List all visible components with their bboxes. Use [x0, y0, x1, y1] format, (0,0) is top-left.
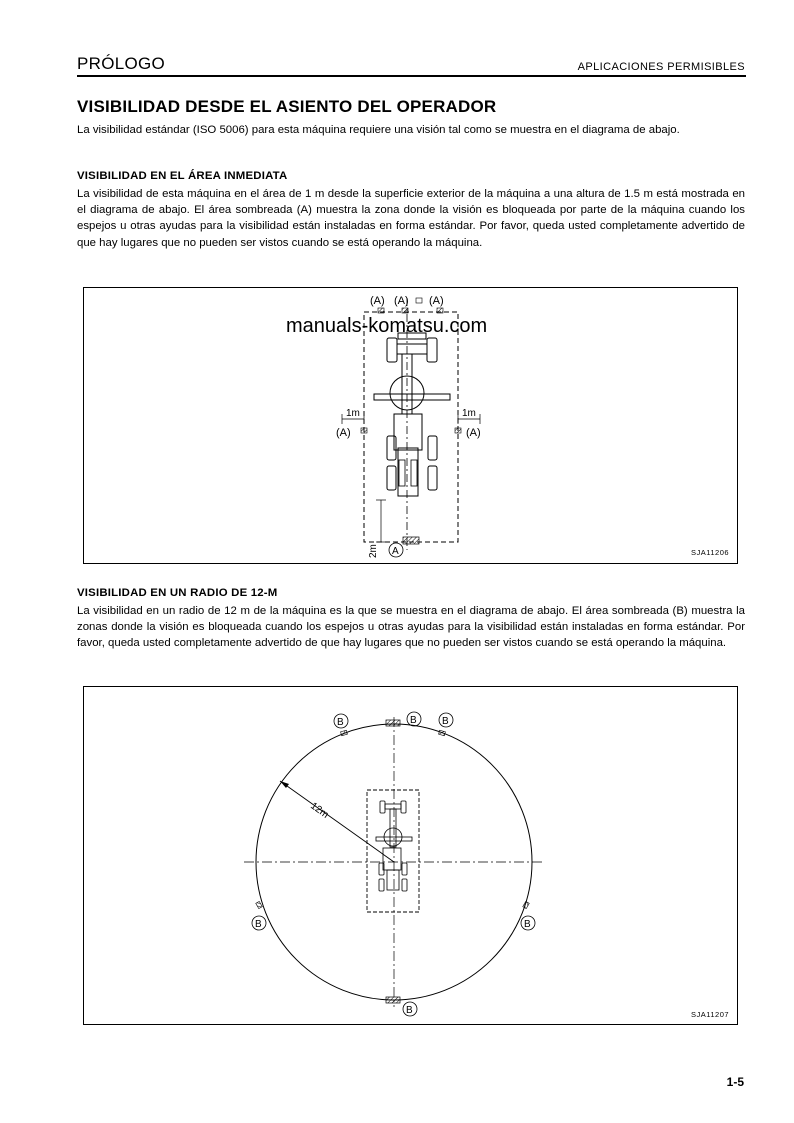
- machine-rear-wheel: [428, 466, 437, 490]
- label-b: B: [337, 717, 344, 728]
- one-meter-boundary: [364, 312, 458, 542]
- label-a-right: (A): [466, 427, 481, 439]
- section-12m-radius-heading: VISIBILIDAD EN UN RADIO DE 12-M: [77, 587, 278, 599]
- machine-envelope: [367, 790, 419, 912]
- figure-12m-radius: [83, 686, 738, 1025]
- machine-cab: [394, 414, 422, 450]
- blind-zone-a: [437, 308, 443, 313]
- label-a-circled: A: [392, 546, 399, 557]
- label-b: B: [406, 1005, 413, 1016]
- page-number: 1-5: [726, 1075, 744, 1089]
- label-b: B: [524, 919, 531, 930]
- header-chapter-title: APLICACIONES PERMISIBLES: [577, 61, 745, 73]
- label-a-top-left: (A): [370, 295, 385, 307]
- blind-zone-b: [341, 730, 348, 735]
- figure-immediate-area: [83, 287, 738, 564]
- blind-zone-b: [439, 730, 446, 735]
- header-rule: [77, 75, 746, 77]
- blind-zone-a: [378, 308, 384, 313]
- label-1m-right: 1m: [462, 408, 476, 419]
- radius-label: 12m: [308, 800, 331, 821]
- label-b: B: [255, 919, 262, 930]
- watermark: manuals-komatsu.com: [286, 315, 488, 337]
- intro-paragraph: La visibilidad estándar (ISO 5006) para esta máquina requiere una visión tal como se muestra en el diagrama de abajo.: [77, 124, 680, 136]
- blind-zone-a-bottom: [403, 537, 419, 544]
- blind-zone-b-top: [386, 720, 400, 726]
- label-b: B: [410, 715, 417, 726]
- label-a-top-center: (A): [394, 295, 409, 307]
- machine-front-wheel: [387, 338, 397, 362]
- label-b: B: [442, 716, 449, 727]
- label-2m: 2m: [368, 544, 379, 558]
- machine-rear-wheel: [387, 436, 396, 460]
- label-a-top-right: (A): [429, 295, 444, 307]
- figure-code: SJA11207: [691, 1010, 730, 1019]
- blind-zone-b: [256, 901, 262, 908]
- section-12m-radius-body: La visibilidad en un radio de 12 m de la máquina es la que se muestra en el diagrama de abajo. El área sombreada (B) muestra la zonas donde la visión es bloqueada cuando los espejos u otras ayudas para la visibilidad están instaladas en forma estándar. Por favor, queda usted completamente advertido de que hay lugares que no pueden ser vistos cuando se está operando la máquina.: [77, 605, 745, 650]
- machine-rear-wheel: [387, 466, 396, 490]
- blind-zone-a: [455, 428, 461, 433]
- section-immediate-area-heading: VISIBILIDAD EN EL ÁREA INMEDIATA: [77, 170, 288, 182]
- blind-zone-b-bottom: [386, 997, 400, 1003]
- blind-zone-a: [361, 428, 367, 433]
- label-1m-left: 1m: [346, 408, 360, 419]
- blind-zone-b: [523, 901, 529, 908]
- blind-zone-a: [402, 308, 408, 313]
- machine-rear-wheel: [428, 436, 437, 460]
- machine-front-wheel: [427, 338, 437, 362]
- section-immediate-area-body: La visibilidad de esta máquina en el área de 1 m desde la superficie exterior de la máquina a una altura de 1.5 m está mostrada en el diagrama de abajo. El área sombreada (A) muestra la zona donde la visión es bloqueada por parte de la máquina cuando los espejos u otras ayudas para la visibilidad están instaladas en forma estándar. Por favor, queda usted completamente advertido de que hay lugares que no pueden ser vistos cuando se está operando la máquina.: [77, 188, 745, 249]
- radius-line: [280, 781, 394, 862]
- label-a-left: (A): [336, 427, 351, 439]
- page-title: VISIBILIDAD DESDE EL ASIENTO DEL OPERADOR: [77, 97, 497, 116]
- figure-code: SJA11206: [691, 548, 730, 557]
- header-section-title: PRÓLOGO: [77, 54, 166, 73]
